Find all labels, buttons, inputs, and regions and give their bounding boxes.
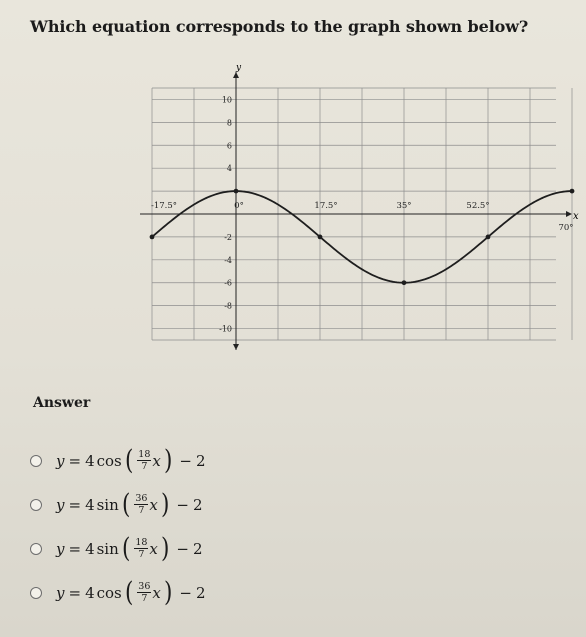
y-tick-label: -6 <box>224 278 232 288</box>
eq-var-y: y <box>56 583 65 602</box>
eq-var-y: y <box>56 539 65 558</box>
eq-var-y: y <box>56 495 65 514</box>
right-paren: ) <box>163 445 173 476</box>
equation <box>56 491 203 518</box>
y-tick-label: 4 <box>226 164 232 174</box>
eq-coefficient: 4 <box>85 539 95 558</box>
eq-coefficient: 4 <box>85 495 95 514</box>
eq-denominator: 7 <box>141 461 148 472</box>
answer-option-4[interactable] <box>30 579 206 606</box>
eq-coefficient: 4 <box>85 583 95 602</box>
eq-constant: 2 <box>195 583 206 602</box>
x-tick-label: 70° <box>558 223 574 233</box>
y-tick-label: 8 <box>226 118 232 128</box>
eq-fraction <box>134 494 148 516</box>
eq-operator: − <box>176 539 189 558</box>
equation <box>56 579 206 606</box>
eq-numerator: 18 <box>138 448 151 460</box>
curve-point <box>570 189 575 194</box>
question-text: Which equation corresponds to the graph shown below? <box>30 17 529 36</box>
curve-point <box>318 235 323 240</box>
eq-function: sin <box>96 495 119 514</box>
eq-var-x: x <box>152 583 161 602</box>
eq-denominator: 7 <box>138 549 145 560</box>
radio-button[interactable] <box>30 543 42 555</box>
eq-constant: 2 <box>195 451 206 470</box>
x-tick-label: -17.5° <box>150 201 178 211</box>
answer-option-3[interactable] <box>30 535 203 562</box>
eq-denominator: 7 <box>138 505 145 516</box>
radio-button[interactable] <box>30 499 42 511</box>
eq-var-x: x <box>152 451 161 470</box>
graph-axes <box>140 72 572 350</box>
y-axis-arrow <box>233 344 239 350</box>
y-tick-label: -4 <box>224 255 232 265</box>
eq-fraction <box>134 538 148 560</box>
eq-operator: − <box>176 495 189 514</box>
eq-function: cos <box>96 451 122 470</box>
eq-var-x: x <box>149 495 158 514</box>
x-axis-arrow <box>566 211 572 217</box>
eq-equals: = <box>68 583 82 602</box>
eq-equals: = <box>68 539 82 558</box>
eq-numerator: 36 <box>138 580 151 592</box>
x-tick-label: 35° <box>396 201 412 211</box>
radio-button[interactable] <box>30 587 42 599</box>
curve-point <box>486 235 491 240</box>
x-axis-label: x <box>573 211 579 222</box>
eq-constant: 2 <box>193 539 203 558</box>
equation <box>56 447 206 474</box>
equation <box>56 535 203 562</box>
curve-point <box>150 235 155 240</box>
eq-fraction <box>137 450 151 472</box>
eq-fraction <box>137 582 151 604</box>
x-tick-label: 17.5° <box>314 201 338 211</box>
eq-operator: − <box>179 583 192 602</box>
answer-heading: Answer <box>33 395 91 411</box>
left-paren: ( <box>121 489 131 520</box>
right-paren: ) <box>160 489 170 520</box>
eq-equals: = <box>68 495 82 514</box>
eq-numerator: 36 <box>135 492 148 504</box>
curve-point <box>402 280 407 285</box>
answer-option-2[interactable] <box>30 491 203 518</box>
eq-var-y: y <box>56 451 65 470</box>
y-tick-label: 6 <box>226 141 232 151</box>
left-paren: ( <box>124 445 134 476</box>
answer-option-1[interactable] <box>30 447 206 474</box>
y-tick-label: -10 <box>219 324 232 334</box>
eq-equals: = <box>68 451 82 470</box>
y-tick-label: -8 <box>224 301 232 311</box>
eq-function: cos <box>96 583 122 602</box>
eq-numerator: 18 <box>135 536 148 548</box>
left-paren: ( <box>124 577 134 608</box>
radio-button[interactable] <box>30 455 42 467</box>
eq-var-x: x <box>149 539 158 558</box>
left-paren: ( <box>121 533 131 564</box>
right-paren: ) <box>163 577 173 608</box>
x-tick-label: 0° <box>234 201 244 211</box>
eq-coefficient: 4 <box>85 451 95 470</box>
x-tick-label: 52.5° <box>466 201 490 211</box>
curve-point <box>234 189 239 194</box>
y-tick-label: 10 <box>221 95 232 105</box>
right-paren: ) <box>160 533 170 564</box>
eq-function: sin <box>96 539 119 558</box>
eq-denominator: 7 <box>141 593 148 604</box>
eq-constant: 2 <box>193 495 203 514</box>
y-tick-label: -2 <box>224 232 232 242</box>
y-axis-label: y <box>236 63 242 73</box>
eq-operator: − <box>179 451 192 470</box>
